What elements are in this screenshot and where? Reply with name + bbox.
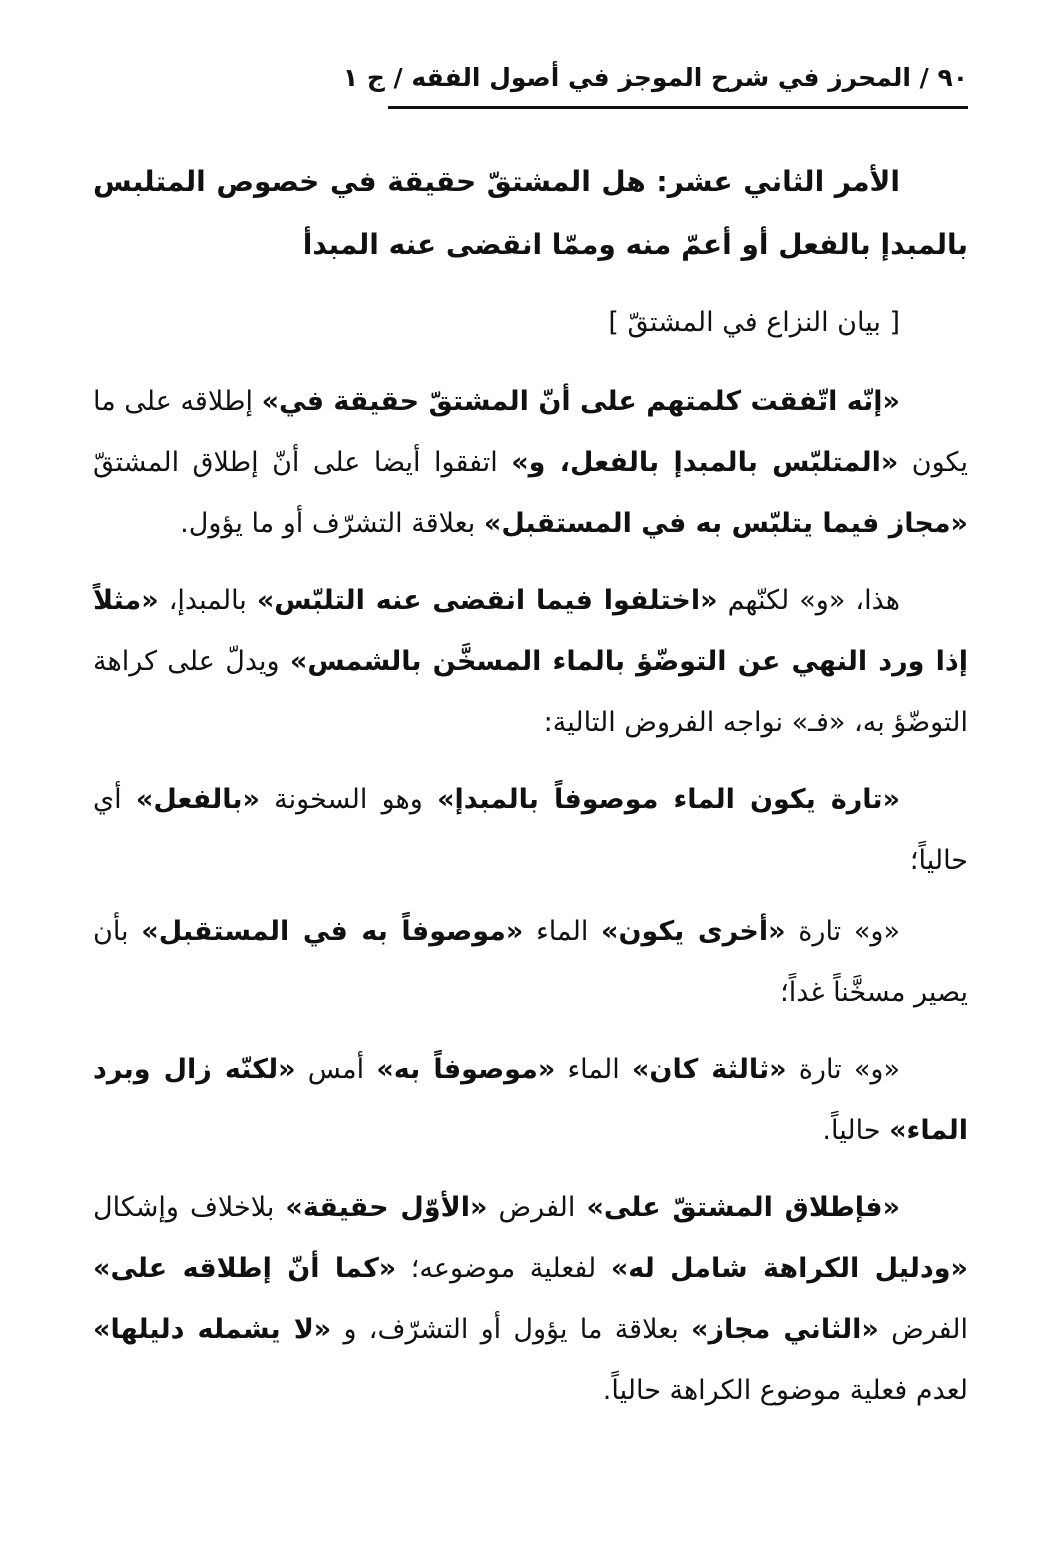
commentary-text: بلاخلاف وإشكال xyxy=(93,1192,286,1223)
paragraph-5 xyxy=(93,1039,968,1161)
commentary-text: الفرض xyxy=(878,1314,969,1345)
commentary-text: بعلاقة ما يؤول أو التشرّف، و xyxy=(331,1314,691,1345)
quoted-text: «مثلاً إذا ورد النهي عن التوضّؤ بالماء المسخَّن بالشمس» xyxy=(93,585,968,677)
commentary-text: «و» تارة xyxy=(785,916,900,947)
header-rule xyxy=(388,106,968,109)
commentary-text: أمس xyxy=(295,1054,377,1085)
commentary-text: هذا، «و» لكنّهم xyxy=(717,585,900,616)
main-text xyxy=(93,150,968,1437)
quoted-text: «بالفعل» xyxy=(135,784,260,815)
paragraph-3 xyxy=(93,769,968,891)
commentary-text: الماء xyxy=(555,1054,632,1085)
paragraph-1 xyxy=(93,371,968,554)
quoted-text: «إنّه اتّفقت كلمتهم على أنّ المشتقّ حقيقة في» xyxy=(261,386,900,417)
section-heading: الأمر الثاني عشر: هل المشتقّ حقيقة في خصوص المتلبس بالمبدإ بالفعل أو أعمّ منه وممّا انقضى عنه المبدأ xyxy=(93,165,968,261)
subsection-title: [ بيان النزاع في المشتقّ ] xyxy=(608,307,900,338)
quoted-text: «أخرى يكون» xyxy=(601,916,786,947)
paragraph-2 xyxy=(93,570,968,753)
quoted-text: «ثالثة كان» xyxy=(631,1054,787,1085)
commentary-text: لفعلية موضوعه؛ xyxy=(396,1253,611,1284)
quoted-text: «موصوفاً به في المستقبل» xyxy=(141,916,524,947)
quoted-text: «ودليل الكراهة شامل له» xyxy=(610,1253,968,1284)
quoted-text: «تارة يكون الماء موصوفاً بالمبدإ» xyxy=(437,784,901,815)
commentary-text: حالياً. xyxy=(822,1115,890,1146)
paragraph-6 xyxy=(93,1177,968,1421)
quoted-text: «مجاز فيما يتلبّس به في المستقبل» xyxy=(483,508,968,539)
quoted-text: «الأوّل حقيقة» xyxy=(285,1192,488,1223)
quoted-text: «فإطلاق المشتقّ على» xyxy=(586,1192,901,1223)
quoted-text: «لا يشمله دليلها» xyxy=(93,1314,332,1345)
quoted-text: «الثاني مجاز» xyxy=(691,1314,879,1345)
running-header: ٩٠ / المحرز في شرح الموجز في أصول الفقه / ج ١ xyxy=(342,63,968,92)
commentary-text: الفرض xyxy=(487,1192,587,1223)
commentary-text: أي حالياً؛ xyxy=(93,784,968,876)
commentary-text: «و» تارة xyxy=(786,1054,900,1085)
commentary-text: وهو السخونة xyxy=(259,784,438,815)
commentary-text: إطلاقه على ما يكون xyxy=(93,386,968,478)
quoted-text: «المتلبّس بالمبدإ بالفعل، و» xyxy=(511,447,899,478)
paragraph-4 xyxy=(93,901,968,1023)
commentary-text: بأن يصير مسخَّناً غداً؛ xyxy=(93,916,968,1008)
quoted-text: «موصوفاً به» xyxy=(376,1054,556,1085)
quoted-text: «لكنّه زال وبرد الماء» xyxy=(93,1054,968,1146)
commentary-text: اتفقوا أيضا على أنّ إطلاق المشتقّ xyxy=(93,447,512,478)
commentary-text: لعدم فعلية موضوع الكراهة حالياً. xyxy=(602,1375,968,1406)
commentary-text: بالمبدإ، xyxy=(158,585,257,616)
commentary-text: الماء xyxy=(523,916,602,947)
commentary-text: ويدلّ على كراهة التوضّؤ به، «فـ» نواجه الفروض التالية: xyxy=(93,646,968,738)
commentary-text: بعلاقة التشرّف أو ما يؤول. xyxy=(180,508,484,539)
quoted-text: «اختلفوا فيما انقضى عنه التلبّس» xyxy=(256,585,718,616)
quoted-text: «كما أنّ إطلاقه على» xyxy=(93,1253,397,1284)
